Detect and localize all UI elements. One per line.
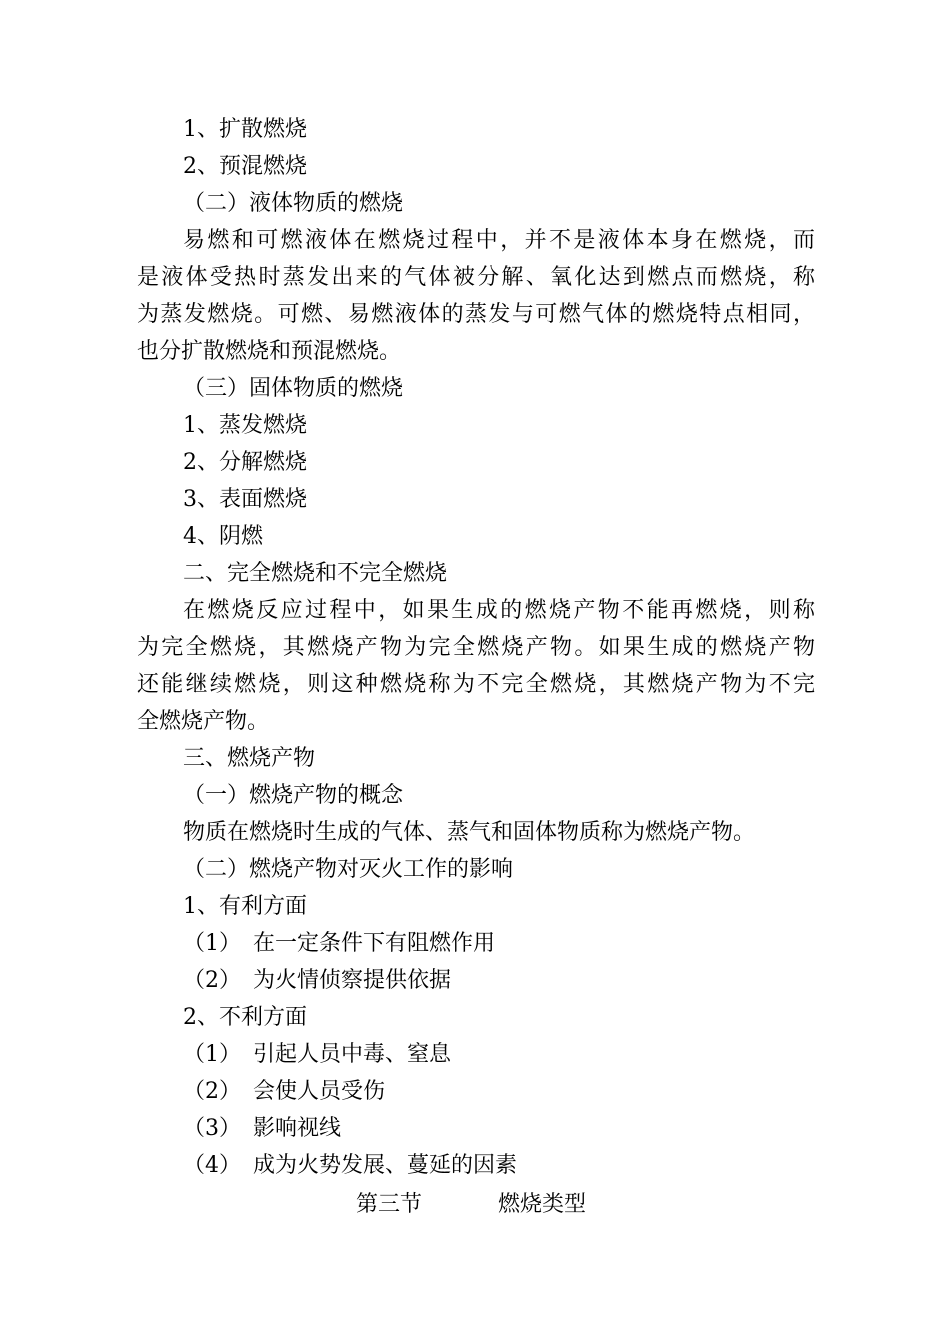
subheading-products-influence: （二）燃烧产物对灭火工作的影响 xyxy=(183,857,514,882)
sub-item-text: 成为火势发展、蔓延的因素 xyxy=(253,1153,518,1178)
sub-item-text: 会使人员受伤 xyxy=(253,1079,386,1104)
sub-item-number: （2） xyxy=(183,1079,241,1104)
list-item-unfavorable-aspects: 2、不利方面 xyxy=(183,1005,307,1030)
paragraph-line: 易燃和可燃液体在燃烧过程中，并不是液体本身在燃烧，而 xyxy=(183,228,815,253)
sub-item xyxy=(183,1147,815,1184)
paragraph-line: 物质在燃烧时生成的气体、蒸气和固体物质称为燃烧产物。 xyxy=(183,820,756,845)
sub-item xyxy=(183,1073,815,1110)
sub-item-text: 影响视线 xyxy=(253,1116,342,1141)
sub-item-number: （1） xyxy=(183,931,241,956)
list-item-premixed-combustion: 2、预混燃烧 xyxy=(183,154,307,179)
sub-item-text: 为火情侦察提供依据 xyxy=(253,968,452,993)
sub-item xyxy=(183,962,815,999)
sub-item xyxy=(183,925,815,962)
sub-item xyxy=(183,1036,815,1073)
section-number: 第三节 xyxy=(356,1192,423,1217)
list-item-evaporation-combustion: 1、蒸发燃烧 xyxy=(183,413,307,438)
heading-complete-incomplete-combustion: 二、完全燃烧和不完全燃烧 xyxy=(183,561,448,586)
list-item-diffusion-combustion: 1、扩散燃烧 xyxy=(183,117,307,142)
paragraph-line: 为完全燃烧，其燃烧产物为完全燃烧产物。如果生成的燃烧产物 xyxy=(137,635,815,660)
paragraph-line: 全燃烧产物。 xyxy=(137,709,270,734)
list-item-smoldering: 4、阴燃 xyxy=(183,524,263,549)
paragraph-line: 为蒸发燃烧。可燃、易燃液体的蒸发与可燃气体的燃烧特点相同， xyxy=(137,302,815,327)
list-item-favorable-aspects: 1、有利方面 xyxy=(183,894,307,919)
sub-item-number: （1） xyxy=(183,1042,241,1067)
subheading-solid-combustion: （三）固体物质的燃烧 xyxy=(183,376,404,401)
sub-item-number: （4） xyxy=(183,1153,241,1178)
list-item-surface-combustion: 3、表面燃烧 xyxy=(183,487,307,512)
sub-item-text: 引起人员中毒、窒息 xyxy=(253,1042,452,1067)
paragraph-line: 在燃烧反应过程中，如果生成的燃烧产物不能再燃烧，则称 xyxy=(183,598,815,623)
sub-item-text: 在一定条件下有阻燃作用 xyxy=(253,931,496,956)
paragraph-line: 也分扩散燃烧和预混燃烧。 xyxy=(137,339,402,364)
paragraph-line: 是液体受热时蒸发出来的气体被分解、氧化达到燃点而燃烧，称 xyxy=(137,265,815,290)
subheading-products-concept: （一）燃烧产物的概念 xyxy=(183,783,404,808)
paragraph-line: 还能继续燃烧，则这种燃烧称为不完全燃烧，其燃烧产物为不完 xyxy=(137,672,815,697)
subheading-liquid-combustion: （二）液体物质的燃烧 xyxy=(183,191,404,216)
list-item-decomposition-combustion: 2、分解燃烧 xyxy=(183,450,307,475)
sub-item xyxy=(183,1110,815,1147)
section-title: 燃烧类型 xyxy=(498,1192,587,1217)
heading-combustion-products: 三、燃烧产物 xyxy=(183,746,316,771)
sub-item-number: （2） xyxy=(183,968,241,993)
sub-item-number: （3） xyxy=(183,1116,241,1141)
